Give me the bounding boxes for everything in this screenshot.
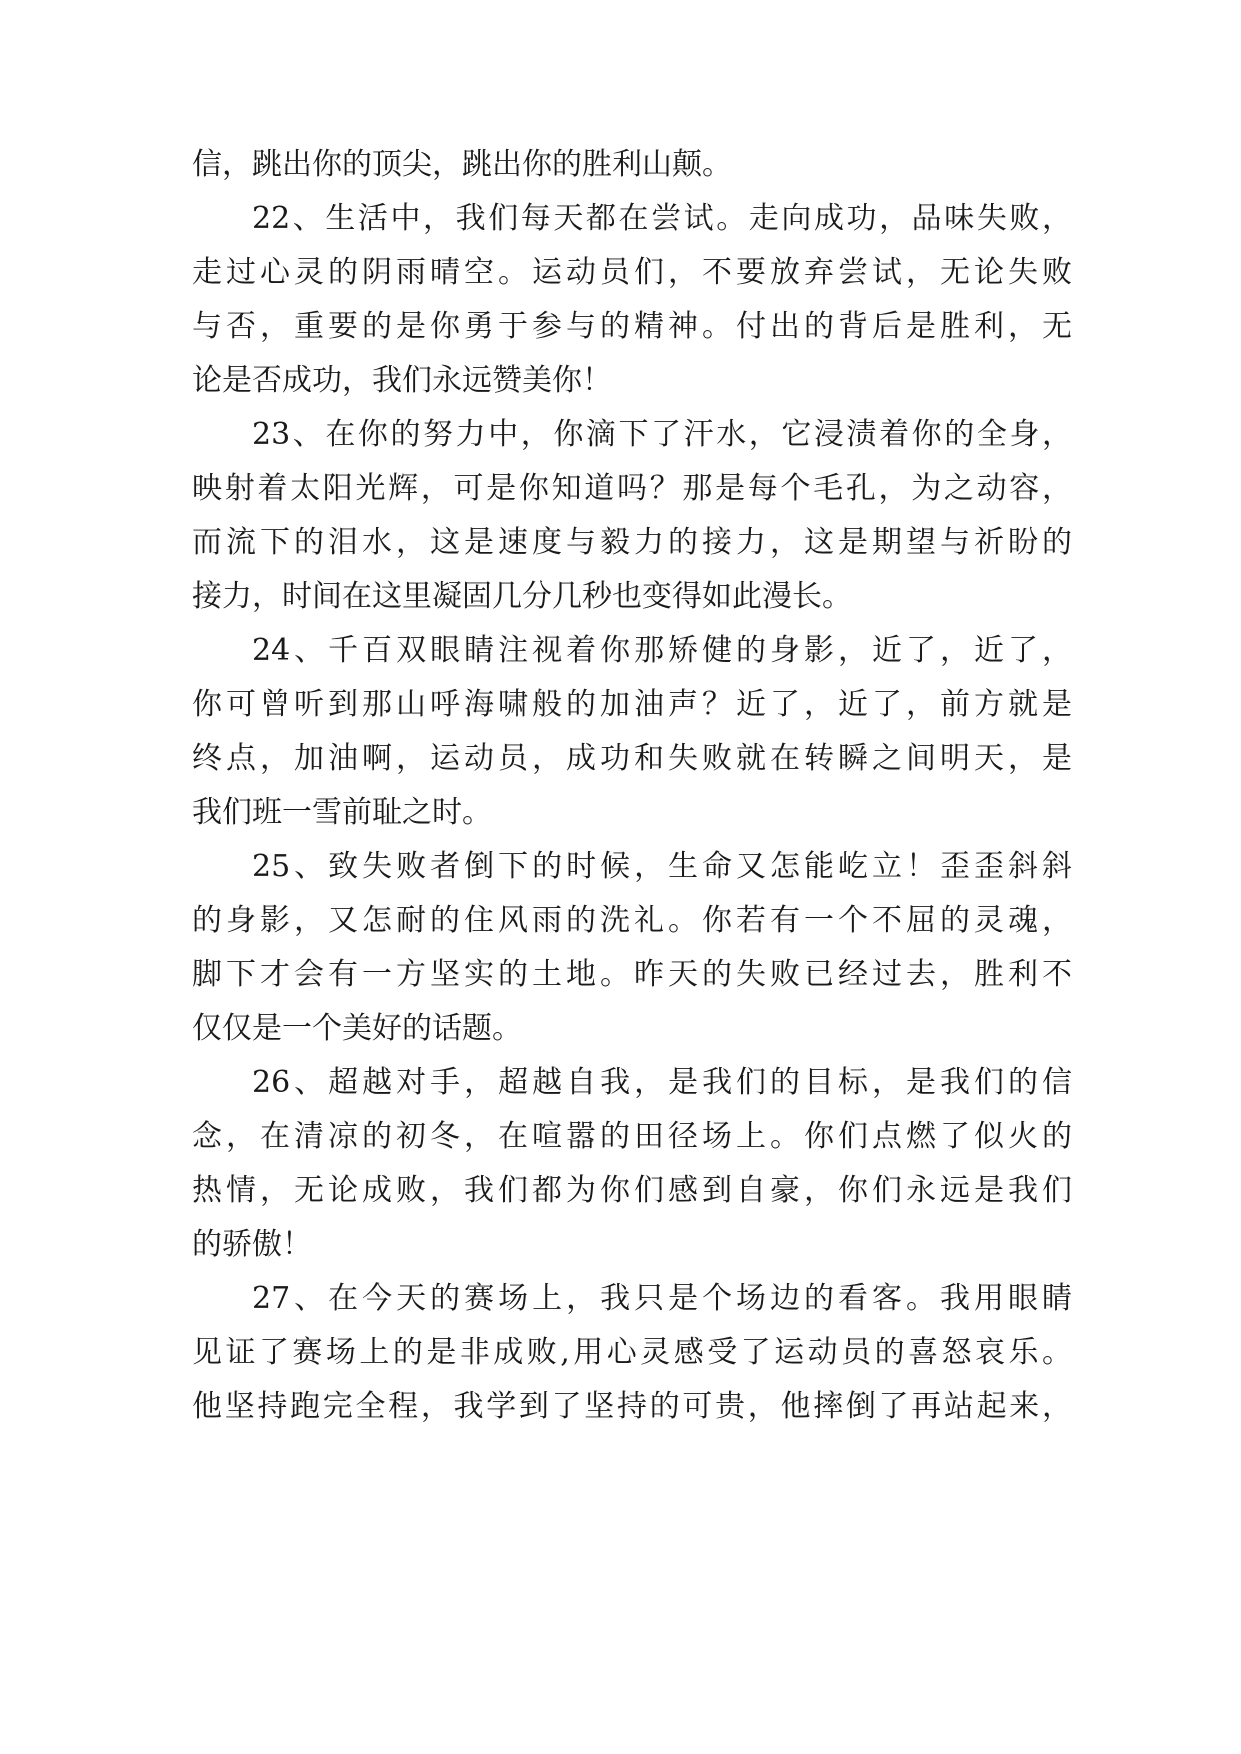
text-line: 你可曾听到那山呼海啸般的加油声？近了，近了，前方就是 bbox=[192, 687, 1072, 722]
text-line: 我们班一雪前耻之时。 bbox=[192, 795, 492, 830]
text-line: 他坚持跑完全程，我学到了坚持的可贵，他摔倒了再站起来， bbox=[192, 1389, 1072, 1424]
text-line: 接力，时间在这里凝固几分几秒也变得如此漫长。 bbox=[192, 579, 852, 614]
text-line: 走过心灵的阴雨晴空。运动员们，不要放弃尝试，无论失败 bbox=[192, 255, 1072, 290]
paragraph-24-start: 24、千百双眼睛注视着你那矫健的身影，近了，近了， bbox=[252, 633, 1072, 668]
text-line: 的身影，又怎耐的住风雨的洗礼。你若有一个不屈的灵魂， bbox=[192, 903, 1072, 938]
paragraph-26-start: 26、超越对手，超越自我，是我们的目标，是我们的信 bbox=[252, 1065, 1072, 1100]
text-line: 而流下的泪水，这是速度与毅力的接力，这是期望与祈盼的 bbox=[192, 525, 1072, 560]
text-line: 终点，加油啊，运动员，成功和失败就在转瞬之间明天，是 bbox=[192, 741, 1072, 776]
text-line: 念，在清凉的初冬，在喧嚣的田径场上。你们点燃了似火的 bbox=[192, 1119, 1072, 1154]
text-line: 热情，无论成败，我们都为你们感到自豪，你们永远是我们 bbox=[192, 1173, 1072, 1208]
text-line: 的骄傲！ bbox=[192, 1227, 312, 1262]
text-line: 信，跳出你的顶尖，跳出你的胜利山颠。 bbox=[192, 147, 732, 182]
text-line: 仅仅是一个美好的话题。 bbox=[192, 1011, 522, 1046]
paragraph-22-start: 22、生活中，我们每天都在尝试。走向成功，品味失败， bbox=[252, 201, 1072, 236]
text-line: 与否，重要的是你勇于参与的精神。付出的背后是胜利，无 bbox=[192, 309, 1072, 344]
text-line: 论是否成功，我们永远赞美你！ bbox=[192, 363, 612, 398]
paragraph-25-start: 25、致失败者倒下的时候，生命又怎能屹立！歪歪斜斜 bbox=[252, 849, 1072, 884]
text-line: 映射着太阳光辉，可是你知道吗？那是每个毛孔，为之动容， bbox=[192, 471, 1072, 506]
text-line: 脚下才会有一方坚实的土地。昨天的失败已经过去，胜利不 bbox=[192, 957, 1072, 992]
paragraph-27-start: 27、在今天的赛场上，我只是个场边的看客。我用眼睛 bbox=[252, 1281, 1072, 1316]
paragraph-23-start: 23、在你的努力中，你滴下了汗水，它浸渍着你的全身， bbox=[252, 417, 1072, 452]
text-line: 见证了赛场上的是非成败,用心灵感受了运动员的喜怒哀乐。 bbox=[192, 1335, 1072, 1370]
